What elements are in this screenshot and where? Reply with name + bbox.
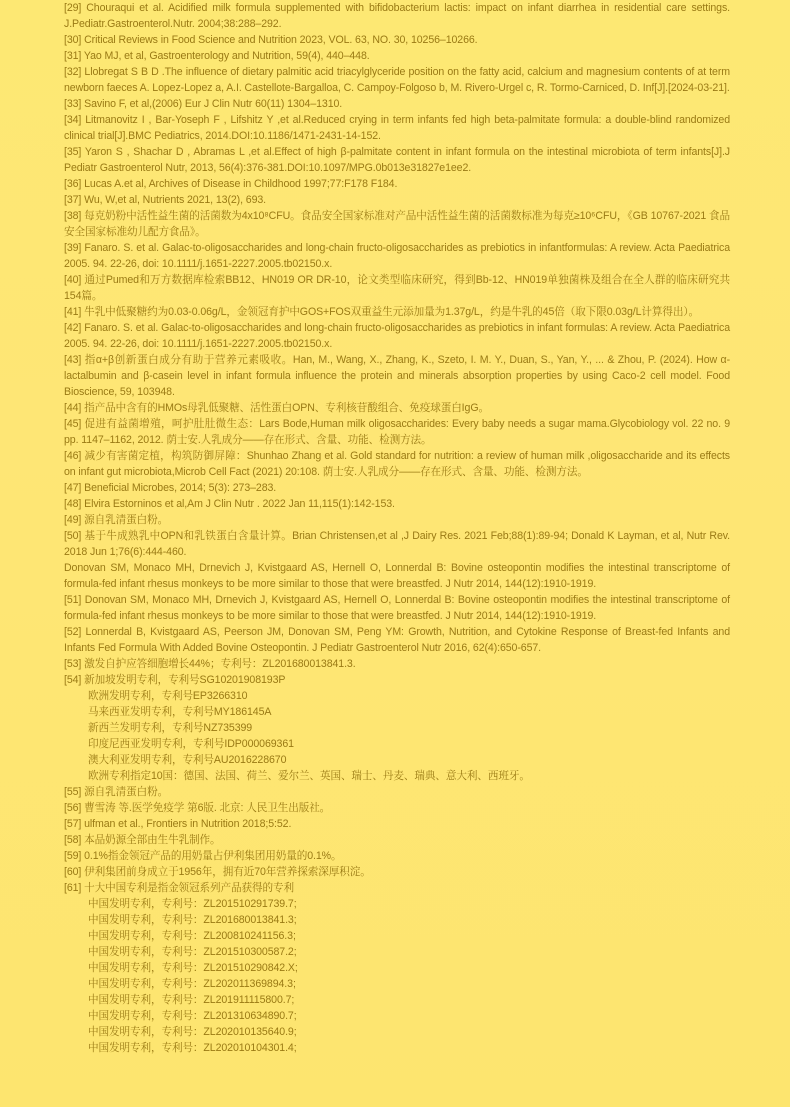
- reference-item: [57] ulfman et al., Frontiers in Nutrition 2018;5:52.: [64, 818, 292, 830]
- reference-item: [32] Llobregat S B D .The influence of dietary palmitic acid triacylglyceride position on the fatty acid, calcium and magnesium contents of at term newborn faeces A. Lopez-Lopez a, A.I. Castellote-Bargalloa, C. Campoy-Folgoso b, M. Rivero-Urgel c, R. Tormo-Carniced, D. Inf[J].[2024-03-21].: [64, 66, 730, 94]
- reference-item: [30] Critical Reviews in Food Science and Nutrition 2023, VOL. 63, NO. 30, 10256–10266.: [64, 34, 478, 46]
- reference-item: [46] 减少有害菌定植，构筑防御屏障：Shunhao Zhang et al. Gold standard for nutrition: a review of human milk ,oligosaccharide and its effects on infant gut microbiota,Microb Cell Fact (2021) 20:108. 荫士安.人乳成分——存在形式、含量、功能、检测方法。: [64, 450, 730, 478]
- reference-item: [50] 基于牛成熟乳中OPN和乳铁蛋白含量计算。Brian Christensen,et al ,J Dairy Res. 2021 Feb;88(1):89-94; Donald K Layman, et al, Nutr Rev. 2018 Jun 1;76(6):444-460.: [64, 530, 730, 558]
- reference-item: [31] Yao MJ, et al, Gastroenterology and Nutrition, 59(4), 440–448.: [64, 50, 370, 62]
- reference-subitem: 中国发明专利，专利号：ZL201911115800.7;: [88, 994, 295, 1006]
- reference-subitem: 欧洲专利指定10国：德国、法国、荷兰、爱尔兰、英国、瑞士、丹麦、瑞典、意大利、西班牙。: [88, 770, 530, 782]
- reference-subitem: 中国发明专利，专利号：ZL200810241156.3;: [88, 930, 296, 942]
- reference-subitem: 中国发明专利，专利号：ZL201310634890.7;: [88, 1010, 297, 1022]
- reference-subitem: 印度尼西亚发明专利，专利号IDP000069361: [88, 738, 294, 750]
- reference-item: [37] Wu, W,et al, Nutrients 2021, 13(2), 693.: [64, 194, 266, 206]
- reference-item: [58] 本品奶源全部由生牛乳制作。: [64, 834, 221, 846]
- reference-subitem: 中国发明专利，专利号：ZL201680013841.3;: [88, 914, 297, 926]
- reference-subitem: 澳大利亚发明专利，专利号AU2016228670: [88, 754, 287, 766]
- reference-item: [54] 新加坡发明专利，专利号SG10201908193P: [64, 674, 286, 686]
- reference-item: [39] Fanaro. S. et al. Galac-to-oligosaccharides and long-chain fructo-oligosaccharides as prebiotics in infantformulas: A review. Acta Paediatrica 2005. 94. 22-26, doi: 10.1111/j.1651-2227.2005.tb02150.x.: [64, 242, 730, 270]
- reference-subitem: 中国发明专利，专利号：ZL201510300587.2;: [88, 946, 297, 958]
- reference-item: [49] 源自乳清蛋白粉。: [64, 514, 169, 526]
- reference-item: [60] 伊利集团前身成立于1956年，拥有近70年营养探索深厚积淀。: [64, 866, 371, 878]
- reference-item: Donovan SM, Monaco MH, Drnevich J, Kvistgaard AS, Hernell O, Lonnerdal B: Bovine osteopontin modifies the intestinal transcriptome of formula-fed infant rhesus monkeys to be more similar to those that were breastfed. J Nutr 2014, 144(12):1910-1919.: [64, 562, 730, 590]
- reference-item: [36] Lucas A.et al, Archives of Disease in Childhood 1997;77:F178 F184.: [64, 178, 398, 190]
- reference-item: [55] 源自乳清蛋白粉。: [64, 786, 169, 798]
- reference-item: [42] Fanaro. S. et al. Galac-to-oligosaccharides and long-chain fructo-oligosaccharides as prebiotics in infant formulas: A review. Acta Paediatrica 2005. 94. 22-26, doi: 10.1111/j.1651-2227.2005.tb02150.x.: [64, 322, 730, 350]
- reference-subitem: 中国发明专利，专利号：ZL202010104301.4;: [88, 1042, 297, 1054]
- reference-item: [53] 激发自护应答细胞增长44%；专利号：ZL201680013841.3.: [64, 658, 356, 670]
- reference-list: [64, 0, 730, 1056]
- reference-item: [29] Chouraqui et al. Acidified milk formula supplemented with bifidobacterium lactis: impact on infant diarrhea in residential care settings. J.Pediatr.Gastroenterol.Nutr. 2004;38:288–292.: [64, 2, 730, 30]
- reference-item: [40] 通过Pumed和万方数据库检索BB12、HN019 OR DR-10，论文类型临床研究，得到Bb-12、HN019单独菌株及组合在全人群的临床研究共154篇。: [64, 274, 730, 302]
- reference-item: [59] 0.1%指金领冠产品的用奶量占伊利集团用奶量的0.1%。: [64, 850, 342, 862]
- reference-item: [43] 指α+β创新蛋白成分有助于营养元素吸收。Han, M., Wang, X., Zhang, K., Szeto, I. M. Y., Duan, S., Yan, Y., ... & Zhou, P. (2024). How α-lactalbumin and β-casein level in infant formula influence the protein and minerals absorption properties by using Caco-2 cell model. Food Bioscience, 59, 103948.: [64, 354, 730, 398]
- reference-item: [56] 曹雪涛 等.医学免疫学 第6版. 北京: 人民卫生出版社。: [64, 802, 331, 814]
- reference-item: [52] Lonnerdal B, Kvistgaard AS, Peerson JM, Donovan SM, Peng YM: Growth, Nutrition, and Cytokine Response of Breast-fed Infants and Infants Fed Formula With Added Bovine Osteopontin. J Pediatr Gastroenterol Nutr 2016, 62(4):650-657.: [64, 626, 730, 654]
- reference-item: [61] 十大中国专利是指金领冠系列产品获得的专利: [64, 882, 294, 894]
- reference-item: [34] Litmanovitz I , Bar-Yoseph F , Lifshitz Y ,et al.Reduced crying in term infants fed high beta-palmitate formula: a double-blind randomized clinical trial[J].BMC Pediatrics, 2014.DOI:10.1186/1471-2431-14-152.: [64, 114, 730, 142]
- reference-subitem: 中国发明专利，专利号：ZL201510290842.X;: [88, 962, 298, 974]
- reference-subitem: 新西兰发明专利，专利号NZ735399: [88, 722, 253, 734]
- reference-item: [45] 促进有益菌增殖，呵护肚肚微生态：Lars Bode,Human milk oligosaccharides: Every baby needs a sugar mama.Glycobiology vol. 22 no. 9 pp. 1147–1162, 2012. 荫士安.人乳成分——存在形式、含量、功能、检测方法。: [64, 418, 730, 446]
- reference-item: [35] Yaron S , Shachar D , Abramas L ,et al.Effect of high β-palmitate content in infant formula on the intestinal microbiota of term infants[J].J Pediatr Gastroenterol Nutr, 2013, 56(4):376-381.DOI:10.1097/MPG.0b013e31827e1ee2.: [64, 146, 730, 174]
- reference-item: [38] 每克奶粉中活性益生菌的活菌数为4x10⁸CFU。食品安全国家标准对产品中活性益生菌的活菌数标准为每克≥10⁶CFU，《GB 10767-2021 食品安全国家标准幼儿配方食品》。: [64, 210, 730, 238]
- reference-item: [41] 牛乳中低聚糖约为0.03-0.06g/L，金领冠育护中GOS+FOS双重益生元添加量为1.37g/L，约是牛乳的45倍（取下限0.03g/L计算得出）。: [64, 306, 700, 318]
- reference-item: [44] 指产品中含有的HMOs母乳低聚糖、活性蛋白OPN、专利核苷酸组合、免疫球蛋白IgG。: [64, 402, 489, 414]
- reference-subitem: 中国发明专利，专利号：ZL202010135640.9;: [88, 1026, 297, 1038]
- reference-subitem: 中国发明专利，专利号：ZL202011369894.3;: [88, 978, 296, 990]
- reference-subitem: 马来西亚发明专利，专利号MY186145A: [88, 706, 272, 718]
- reference-item: [33] Savino F, et al,(2006) Eur J Clin Nutr 60(11) 1304–1310.: [64, 98, 343, 110]
- reference-item: [47] Beneficial Microbes, 2014; 5(3): 273–283.: [64, 482, 277, 494]
- reference-subitem: 中国发明专利，专利号：ZL201510291739.7;: [88, 898, 297, 910]
- reference-item: [48] Elvira Estorninos et al,Am J Clin Nutr . 2022 Jan 11,115(1):142-153.: [64, 498, 395, 510]
- reference-subitem: 欧洲发明专利，专利号EP3266310: [88, 690, 248, 702]
- reference-item: [51] Donovan SM, Monaco MH, Drnevich J, Kvistgaard AS, Hernell O, Lonnerdal B: Bovine osteopontin modifies the intestinal transcriptome of formula-fed infant rhesus monkeys to be more similar to those that were breastfed. J Nutr 2014, 144(12):1910-1919.: [64, 594, 730, 622]
